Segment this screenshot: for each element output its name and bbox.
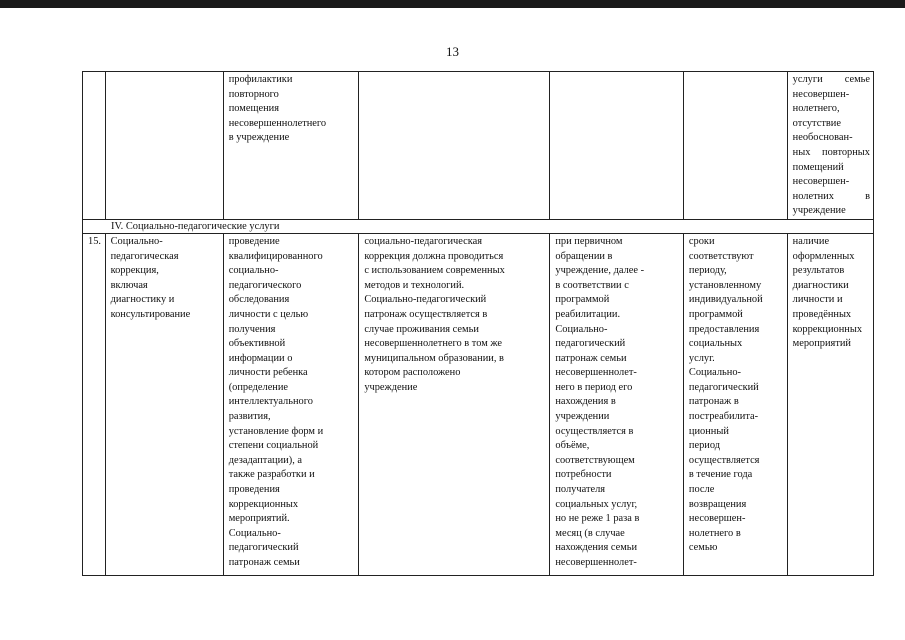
service-standard: социально-педагогическая коррекция должна проводиться с использованием современных методов и технологий. Социально-педагогический патронаж осуществляется в случае проживания семьи несовершеннолетнего в том же муниципальном образовании, в котором расположено учреждение [359,233,550,575]
cell-service-content: профилактики повторного помещения несовершеннолетнего в учреждение [223,72,359,220]
service-name: Социально- педагогическая коррекция, включая диагностику и консультирование [105,233,223,575]
service-volume: при первичном обращении в учреждение, далее - в соответствии с программой реабилитации. Социально- педагогический патронаж семьи несовершеннолет- него в период его нахождения в учреждении осуществляется в объёме, соответствующем потребности получателя социальных услуг, но не реже 1 раза в месяц (в случае нахождения семьи несовершеннолет- [550,233,684,575]
service-indicators: наличие оформленных результатов диагностики личности и проведённых коррекционных мероприятий [787,233,873,575]
cell-number [83,72,106,220]
cell-volume [550,72,684,220]
section-header-row [83,219,874,233]
table-row-15 [83,233,874,575]
service-terms: сроки соответствуют периоду, установленному индивидуальной программой предоставления социальных услуг. Социально- педагогический патронаж в постреабилита- ционный период осуществляется в течение года после возвращения несовершен- нолетнего в семью [683,233,787,575]
services-table [82,71,874,576]
cell-service-name [105,72,223,220]
row-number: 15. [83,233,106,575]
cell-standard [359,72,550,220]
cell-terms [683,72,787,220]
cell-indicators: услуги семье несовершен- нолетнего, отсутствие необоснован- ных повторных помещений несовершен- нолетних в учреждение [787,72,873,220]
top-edge-bar [0,0,905,8]
service-content: проведение квалифицированного социально- педагогического обследования личности с целью получения объективной информации о личности ребенка (определение интеллектуального развития, установление форм и степени социальной дезадаптации), а также разработки и проведения коррекционных мероприятий. Социально- педагогический патронаж семьи [223,233,359,575]
table-row-continued [83,72,874,220]
page-number: 13 [446,44,459,59]
section-heading: IV. Социально-педагогические услуги [83,219,874,233]
